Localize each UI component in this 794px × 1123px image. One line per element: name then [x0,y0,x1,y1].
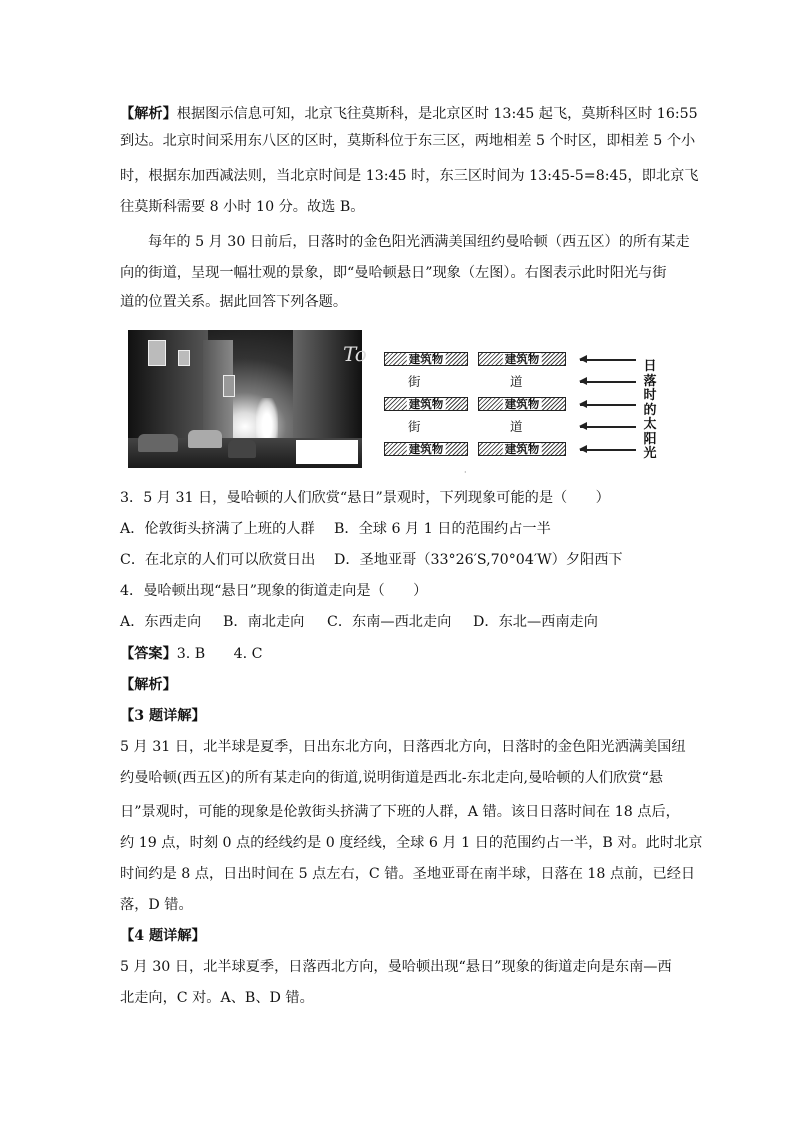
question-3-stem: 3．5 月 31 日，曼哈顿的人们欣赏“悬日”景观时，下列现象可能的是（ ） [120,490,610,506]
detail-3-line-1: 5 月 31 日，北半球是夏季，日出东北方向，日落西北方向，日落时的金色阳光洒满美国纽 [120,739,686,755]
analysis-paragraph-line-4: 往莫斯科需要 8 小时 10 分。故选 B。 [120,199,365,215]
sunlight-arrow [580,449,636,451]
street-label-right: 道 [510,419,523,434]
question-3-option-d: D．圣地亚哥（33°26′S,70°04′W）夕阳西下 [334,552,623,568]
question-4-option-d: D．东北—西南走向 [473,614,598,630]
analysis-2-tag: 【解析】 [120,677,177,693]
sunlight-arrow [580,381,636,383]
question-4-stem: 4．曼哈顿出现“悬日”现象的街道走向是（ ） [120,583,428,599]
analysis-tag: 【解析】 [120,106,177,122]
building-block: 建筑物 [384,352,468,366]
detail-4-line-1: 5 月 30 日，北半球夏季，日落西北方向，曼哈顿出现“悬日”现象的街道走向是东南—西 [120,959,672,975]
building-block: 建筑物 [478,397,566,411]
building-block: 建筑物 [384,397,468,411]
detail-3-line-5: 时间约是 8 点，日出时间在 5 点左右，C 错。圣地亚哥在南半球，日落在 18 点前，已经日 [120,866,696,882]
question-4-option-a: A．东西走向 [120,614,202,630]
street-label-left: 街 [408,419,421,434]
intro-line-3: 道的位置关系。据此回答下列各题。 [120,294,348,310]
photo-sign-text: To [343,342,367,366]
question-3-option-a: A．伦敦街头挤满了上班的人群 [120,521,315,537]
answer-tag: 【答案】 [120,646,177,662]
detail-3-line-6: 落，D 错。 [120,897,193,913]
answer-text: 3. B 4. C [176,646,263,662]
sunlight-arrow [580,404,636,406]
sunlight-street-diagram: 建筑物 建筑物 街 道 建筑物 建筑物 街 道 建筑物 建筑物 日 落 时 的 太 阳 光 · [384,346,664,470]
detail-4-tag: 【4 题详解】 [120,928,206,944]
analysis-paragraph-line-1: 【解析】根据图示信息可知，北京飞往莫斯科，是北京区时 13:45 起飞，莫斯科区时 16:55 [120,106,698,122]
building-block: 建筑物 [478,352,566,366]
sunlight-arrow [580,359,636,361]
sunset-light-label: 日 落 时 的 太 阳 光 [643,359,657,461]
street-label-right: 道 [510,374,523,389]
street-label-left: 街 [408,374,421,389]
question-4-option-b: B．南北走向 [223,614,305,630]
detail-3-line-4: 约 19 点，时刻 0 点的经线约是 0 度经线，全球 6 月 1 日的范围约占一半，B 对。此时北京 [120,835,703,851]
sunlight-arrow [580,426,636,428]
detail-3-line-3: 日”景观时，可能的现象是伦敦街头挤满了下班的人群，A 错。该日日落时间在 18 点后， [120,804,680,820]
question-3-option-c: C．在北京的人们可以欣赏日出 [120,552,316,568]
building-block: 建筑物 [478,442,566,456]
manhattanhenge-photo [128,330,367,468]
intro-line-1: 每年的 5 月 30 日前后，日落时的金色阳光洒满美国纽约曼哈顿（西五区）的所有某走 [148,234,690,250]
question-3-option-b: B．全球 6 月 1 日的范围约占一半 [334,521,551,537]
detail-4-line-2: 北走向，C 对。A、B、D 错。 [120,990,314,1006]
question-4-option-c: C．东南—西北走向 [327,614,452,630]
answer-line [120,644,263,664]
detail-3-line-2: 约曼哈顿(西五区)的所有某走向的街道,说明街道是西北-东北走向,曼哈顿的人们欣赏“悬 [120,770,663,786]
intro-line-2: 向的街道，呈现一幅壮观的景象，即“曼哈顿悬日”现象（左图）。右图表示此时阳光与街 [120,265,667,281]
detail-3-tag: 【3 题详解】 [120,708,206,724]
building-block: 建筑物 [384,442,468,456]
analysis-paragraph-line-3: 时，根据东加西减法则，当北京时间是 13:45 时，东三区时间为 13:45-5=8:45，即北京飞 [120,168,699,184]
analysis-paragraph-line-2: 到达。北京时间采用东八区的区时，莫斯科位于东三区，两地相差 5 个时区，即相差 5 个小 [120,133,696,149]
